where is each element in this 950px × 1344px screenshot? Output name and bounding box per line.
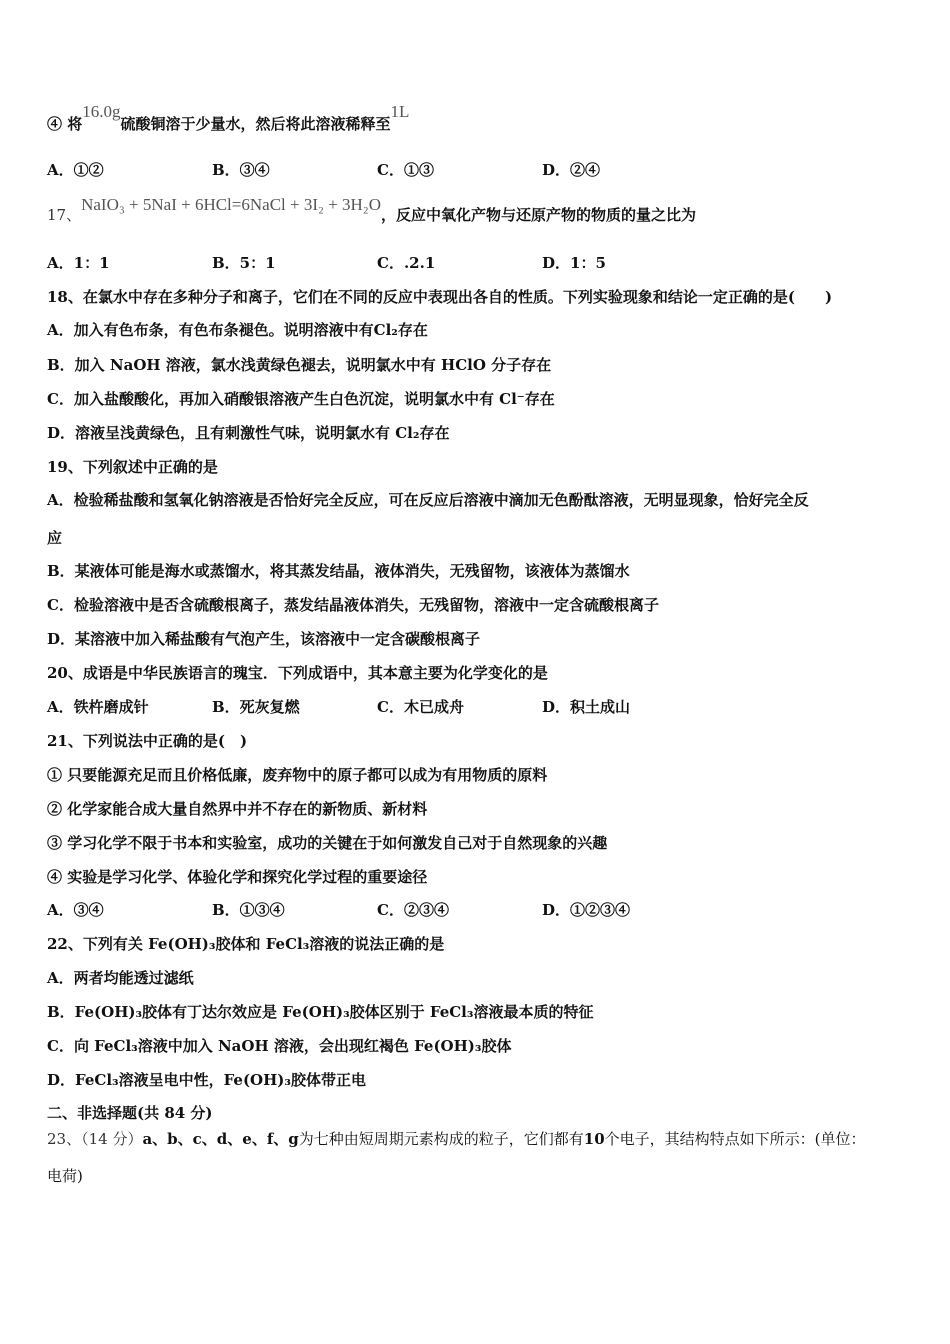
- q17-option-d: D．1：5: [542, 254, 606, 272]
- q20-option-c: C．木已成舟: [377, 698, 464, 716]
- q21-option-c: C．②③④: [377, 901, 449, 919]
- q17-stem: [47, 195, 697, 225]
- q21-item-2: ② 化学家能合成大量自然界中并不存在的新物质、新材料: [47, 800, 428, 818]
- text: ④ 将: [47, 115, 83, 133]
- particles: a、b、c、d、e、f、g: [142, 1130, 299, 1148]
- q16-option-d: D．②④: [542, 161, 601, 179]
- q19-option-c: C．检验溶液中是否含硫酸根离子，蒸发结晶液体消失，无残留物，溶液中一定含硫酸根离子: [47, 596, 659, 614]
- section-title: 二、非选择题(共 84 分): [47, 1104, 213, 1122]
- equation: NaIO₃ + 5NaI + 6HCl=6NaCl + 3I₂ + 3H₂O: [81, 195, 381, 214]
- q16-item-4: [47, 102, 410, 134]
- electron-count: 10: [583, 1130, 605, 1148]
- q21-option-a: A．③④: [47, 901, 104, 919]
- q21-stem: 21、下列说法中正确的是( ): [47, 732, 248, 750]
- q17-option-b: B．5：1: [212, 254, 276, 272]
- q19-stem: 19、下列叙述中正确的是: [47, 458, 218, 476]
- q19-option-b: B．某液体可能是海水或蒸馏水，将其蒸发结晶，液体消失，无残留物，该液体为蒸馏水: [47, 562, 630, 580]
- q23-stem: [47, 1129, 866, 1149]
- question-number: 23、（14 分）: [47, 1130, 143, 1148]
- q20-option-a: A．铁杵磨成针: [47, 698, 149, 716]
- text: 硫酸铜溶于少量水，然后将此溶液稀释至: [120, 115, 391, 133]
- q17-option-c: C．.2.1: [377, 254, 436, 272]
- q20-stem: 20、成语是中华民族语言的瑰宝．下列成语中，其本意主要为化学变化的是: [47, 664, 548, 682]
- q22-option-c: C．向 FeCl₃溶液中加入 NaOH 溶液，会出现红褐色 Fe(OH)₃胶体: [47, 1037, 512, 1055]
- q21-item-3: ③ 学习化学不限于书本和实验室，成功的关键在于如何激发自己对于自然现象的兴趣: [47, 834, 608, 852]
- q18-option-b: B．加入 NaOH 溶液，氯水浅黄绿色褪去，说明氯水中有 HClO 分子存在: [47, 356, 552, 374]
- q21-item-4: ④ 实验是学习化学、体验化学和探究化学过程的重要途径: [47, 868, 428, 886]
- text: ，反应中氧化产物与还原产物的物质的量之比为: [381, 206, 697, 224]
- text: 为七种由短周期元素构成的粒子，它们都有: [298, 1130, 584, 1148]
- q19-option-d: D．某溶液中加入稀盐酸有气泡产生，该溶液中一定含碳酸根离子: [47, 630, 481, 648]
- q21-item-1: ① 只要能源充足而且价格低廉，废弃物中的原子都可以成为有用物质的原料: [47, 766, 548, 784]
- q22-option-d: D．FeCl₃溶液呈电中性，Fe(OH)₃胶体带正电: [47, 1071, 366, 1089]
- q18-option-c: C．加入盐酸酸化，再加入硝酸银溶液产生白色沉淀，说明氯水中有 Cl⁻存在: [47, 390, 555, 408]
- q22-option-a: A．两者均能透过滤纸: [47, 969, 194, 987]
- q18-option-a: A．加入有色布条，有色布条褪色。说明溶液中有Cl₂存在: [47, 321, 428, 339]
- q20-option-b: B．死灰复燃: [212, 698, 300, 716]
- q23-stem-cont: 电荷): [47, 1167, 83, 1185]
- q16-option-b: B．③④: [212, 161, 270, 179]
- q17-option-a: A．1：1: [47, 254, 110, 272]
- q21-option-d: D．①②③④: [542, 901, 631, 919]
- question-number: 17、: [47, 206, 82, 224]
- q16-option-c: C．①③: [377, 161, 434, 179]
- q19-option-a-cont: 应: [47, 529, 63, 547]
- volume-value: 1L: [390, 102, 410, 121]
- q20-option-d: D．积土成山: [542, 698, 631, 716]
- q16-option-a: A．①②: [47, 161, 104, 179]
- text: 个电子，其结构特点如下所示：(单位：: [604, 1130, 866, 1148]
- q21-option-b: B．①③④: [212, 901, 285, 919]
- q22-stem: 22、下列有关 Fe(OH)₃胶体和 FeCl₃溶液的说法正确的是: [47, 935, 445, 953]
- q18-stem: 18、在氯水中存在多种分子和离子，它们在不同的反应中表现出各自的性质。下列实验现象和结论一定正确的是( ): [47, 288, 833, 306]
- q22-option-b: B．Fe(OH)₃胶体有丁达尔效应是 Fe(OH)₃胶体区别于 FeCl₃溶液最本质的特征: [47, 1003, 594, 1021]
- q19-option-a: A．检验稀盐酸和氢氧化钠溶液是否恰好完全反应，可在反应后溶液中滴加无色酚酞溶液，无明显现象，恰好完全反: [47, 491, 809, 509]
- q18-option-d: D．溶液呈浅黄绿色，且有刺激性气味，说明氯水有 Cl₂存在: [47, 424, 450, 442]
- mass-value: 16.0g: [82, 102, 121, 121]
